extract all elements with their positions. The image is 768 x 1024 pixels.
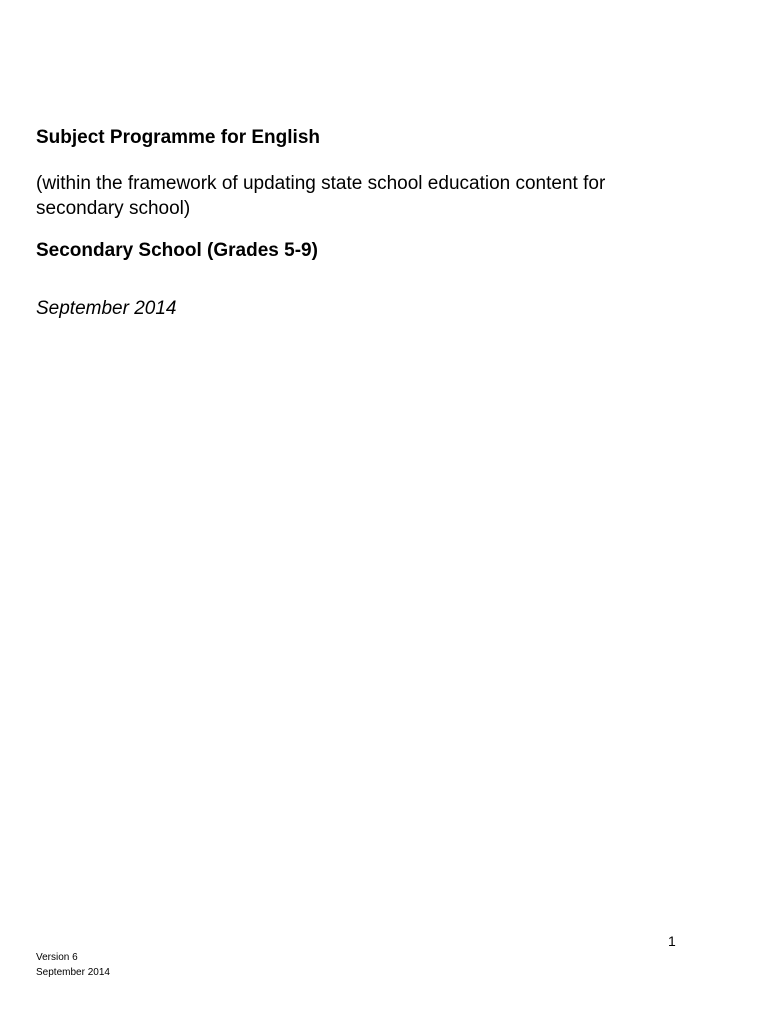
footer-version: Version 6 (36, 952, 78, 963)
page-number: 1 (668, 933, 676, 949)
document-date: September 2014 (36, 298, 177, 319)
subtitle-line-2: secondary school) (36, 198, 191, 219)
document-title: Subject Programme for English (36, 127, 320, 148)
page-footer (36, 950, 110, 980)
footer-date: September 2014 (36, 967, 110, 978)
subtitle-line-1: (within the framework of updating state school education content for (36, 173, 606, 194)
document-subtitle (36, 171, 716, 221)
school-level-heading: Secondary School (Grades 5-9) (36, 240, 318, 261)
